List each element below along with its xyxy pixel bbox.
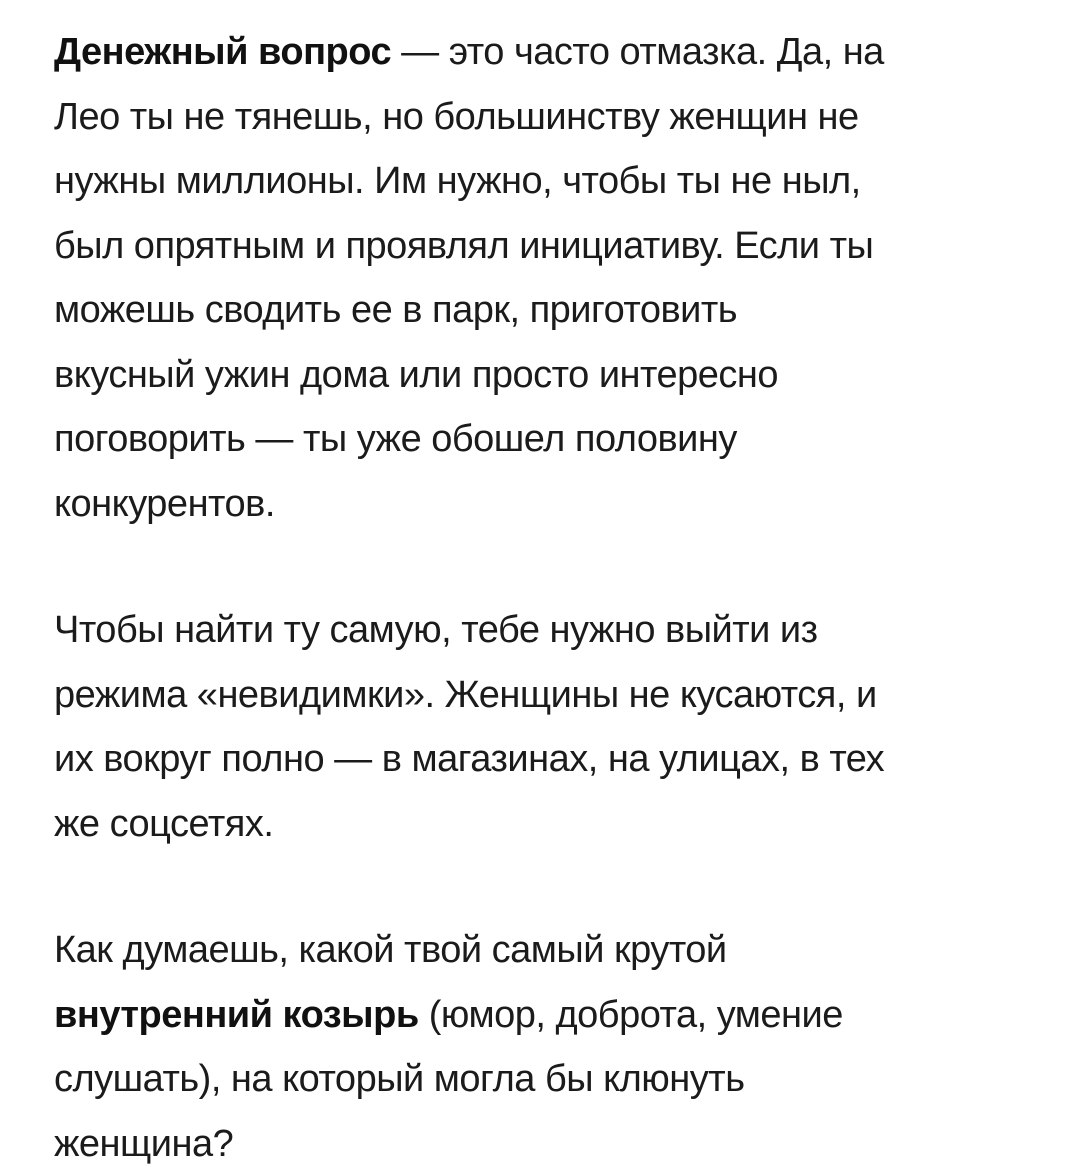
- text-line: нужны миллионы. Им нужно, чтобы ты не ныл,: [54, 149, 1034, 214]
- text-line: был опрятным и проявлял инициативу. Если ты: [54, 214, 1034, 279]
- message-text-body: [54, 20, 1034, 1176]
- text-line: женщина?: [54, 1112, 1034, 1176]
- text-line: конкурентов.: [54, 472, 1034, 537]
- text-line: поговорить — ты уже обошел половину: [54, 407, 1034, 472]
- bold-phrase: внутренний козырь: [54, 994, 419, 1036]
- text-line: Денежный вопрос — это часто отмазка. Да, на: [54, 20, 1034, 85]
- paragraph-question: [54, 918, 1034, 1176]
- paragraph-money-question: [54, 20, 1034, 536]
- text-line: Чтобы найти ту самую, тебе нужно выйти из: [54, 598, 1034, 663]
- text-line: Лео ты не тянешь, но большинству женщин не: [54, 85, 1034, 150]
- text-line: можешь сводить ее в парк, приготовить: [54, 278, 1034, 343]
- bold-phrase: Денежный вопрос: [54, 31, 391, 73]
- text-line: внутренний козырь (юмор, доброта, умение: [54, 983, 1034, 1048]
- text-line: их вокруг полно — в магазинах, на улицах, в тех: [54, 727, 1034, 792]
- text-line: Как думаешь, какой твой самый крутой: [54, 918, 1034, 983]
- text-line: вкусный ужин дома или просто интересно: [54, 343, 1034, 408]
- text-line: же соцсетях.: [54, 792, 1034, 857]
- text-line: режима «невидимки». Женщины не кусаются, и: [54, 663, 1034, 728]
- text-line: слушать), на который могла бы клюнуть: [54, 1047, 1034, 1112]
- paragraph-invisible-mode: [54, 598, 1034, 856]
